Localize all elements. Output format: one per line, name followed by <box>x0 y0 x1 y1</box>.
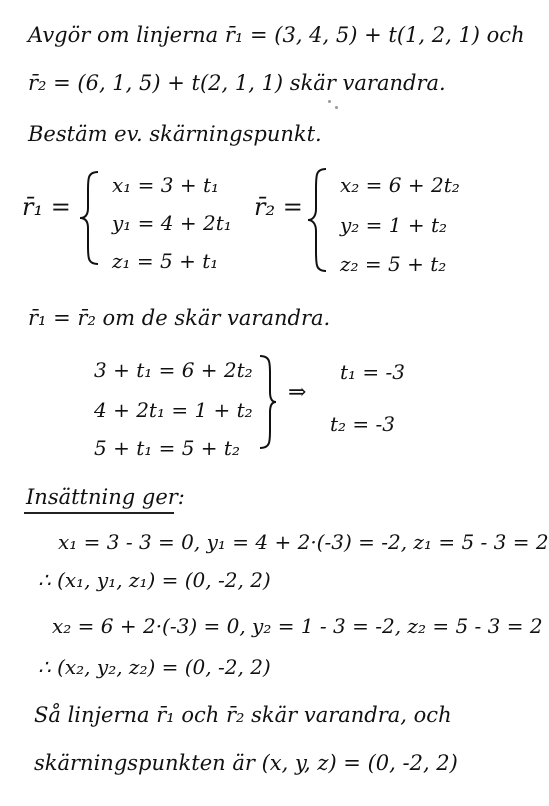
implies-arrow: ⇒ <box>288 380 307 405</box>
problem-line-1: Avgör om linjerna r̄₁ = (3, 4, 5) + t(1, 2, 1) och <box>28 23 525 47</box>
insert-heading: Insättning ger: <box>26 485 185 509</box>
system2-brace <box>306 165 330 275</box>
system1-label: r̄₁ = <box>22 193 71 221</box>
system1-eq-y: y₁ = 4 + 2t₁ <box>112 211 232 235</box>
system3-eq-2: 4 + 2t₁ = 1 + t₂ <box>94 398 253 422</box>
equality-line: r̄₁ = r̄₂ om de skär varandra. <box>28 306 331 330</box>
paper-speck <box>328 100 331 103</box>
result-t1: t₁ = -3 <box>340 360 406 384</box>
system2-label: r̄₂ = <box>254 193 303 221</box>
system1-eq-x: x₁ = 3 + t₁ <box>112 173 220 197</box>
system3-eq-1: 3 + t₁ = 6 + 2t₂ <box>94 358 253 382</box>
system1-brace <box>78 168 102 268</box>
conclusion-line-1: Så linjerna r̄₁ och r̄₂ skär varandra, och <box>34 703 452 727</box>
paper-speck <box>335 106 338 109</box>
system2-eq-z: z₂ = 5 + t₂ <box>340 252 447 276</box>
system1-eq-z: z₁ = 5 + t₁ <box>112 249 219 273</box>
system3-eq-3: 5 + t₁ = 5 + t₂ <box>94 436 240 460</box>
system2-eq-x: x₂ = 6 + 2t₂ <box>340 173 460 197</box>
system3-right-brace <box>258 352 278 452</box>
insert-heading-underline <box>24 512 174 514</box>
conclusion-line-2: skärningspunkten är (x, y, z) = (0, -2, 2) <box>34 751 458 775</box>
problem-line-3: Bestäm ev. skärningspunkt. <box>28 122 322 146</box>
problem-line-2: r̄₂ = (6, 1, 5) + t(2, 1, 1) skär varandra. <box>28 71 446 95</box>
calc-line-2: ∴ (x₁, y₁, z₁) = (0, -2, 2) <box>38 568 271 592</box>
result-t2: t₂ = -3 <box>330 412 396 436</box>
calc-line-1: x₁ = 3 - 3 = 0, y₁ = 4 + 2·(-3) = -2, z₁ = 5 - 3 = 2 <box>58 530 549 554</box>
calc-line-4: ∴ (x₂, y₂, z₂) = (0, -2, 2) <box>38 655 271 679</box>
calc-line-3: x₂ = 6 + 2·(-3) = 0, y₂ = 1 - 3 = -2, z₂ = 5 - 3 = 2 <box>52 614 543 638</box>
system2-eq-y: y₂ = 1 + t₂ <box>340 213 448 237</box>
